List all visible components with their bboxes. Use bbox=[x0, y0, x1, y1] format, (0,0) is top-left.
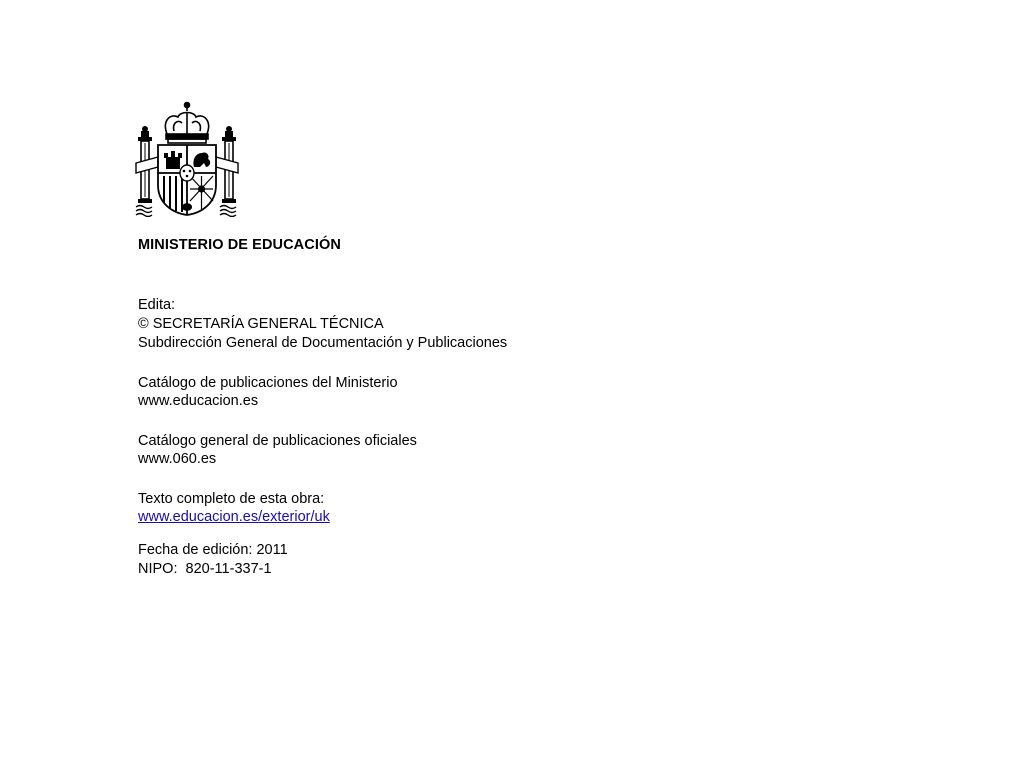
full-text-link[interactable]: www.educacion.es/exterior/uk bbox=[138, 509, 330, 525]
coat-of-arms-icon bbox=[134, 101, 240, 217]
catalog-ministry-title: Catálogo de publicaciones del Ministerio bbox=[138, 375, 398, 391]
catalog-ministry-url: www.educacion.es bbox=[138, 393, 259, 409]
ministry-name: MINISTERIO DE EDUCACIÓN bbox=[138, 237, 341, 253]
publisher-subdirectorate: Subdirección General de Documentación y Publicaciones bbox=[138, 335, 508, 351]
publisher-label: Edita: bbox=[138, 297, 176, 313]
catalog-official-title: Catálogo general de publicaciones oficiales bbox=[138, 433, 417, 449]
full-text-label: Texto completo de esta obra: bbox=[138, 491, 325, 507]
catalog-official-url: www.060.es bbox=[138, 451, 217, 467]
edition-date: Fecha de edición: 2011 bbox=[138, 542, 288, 558]
publisher-owner: © SECRETARÍA GENERAL TÉCNICA bbox=[138, 316, 384, 332]
edition-nipo: NIPO: 820-11-337-1 bbox=[138, 561, 272, 577]
